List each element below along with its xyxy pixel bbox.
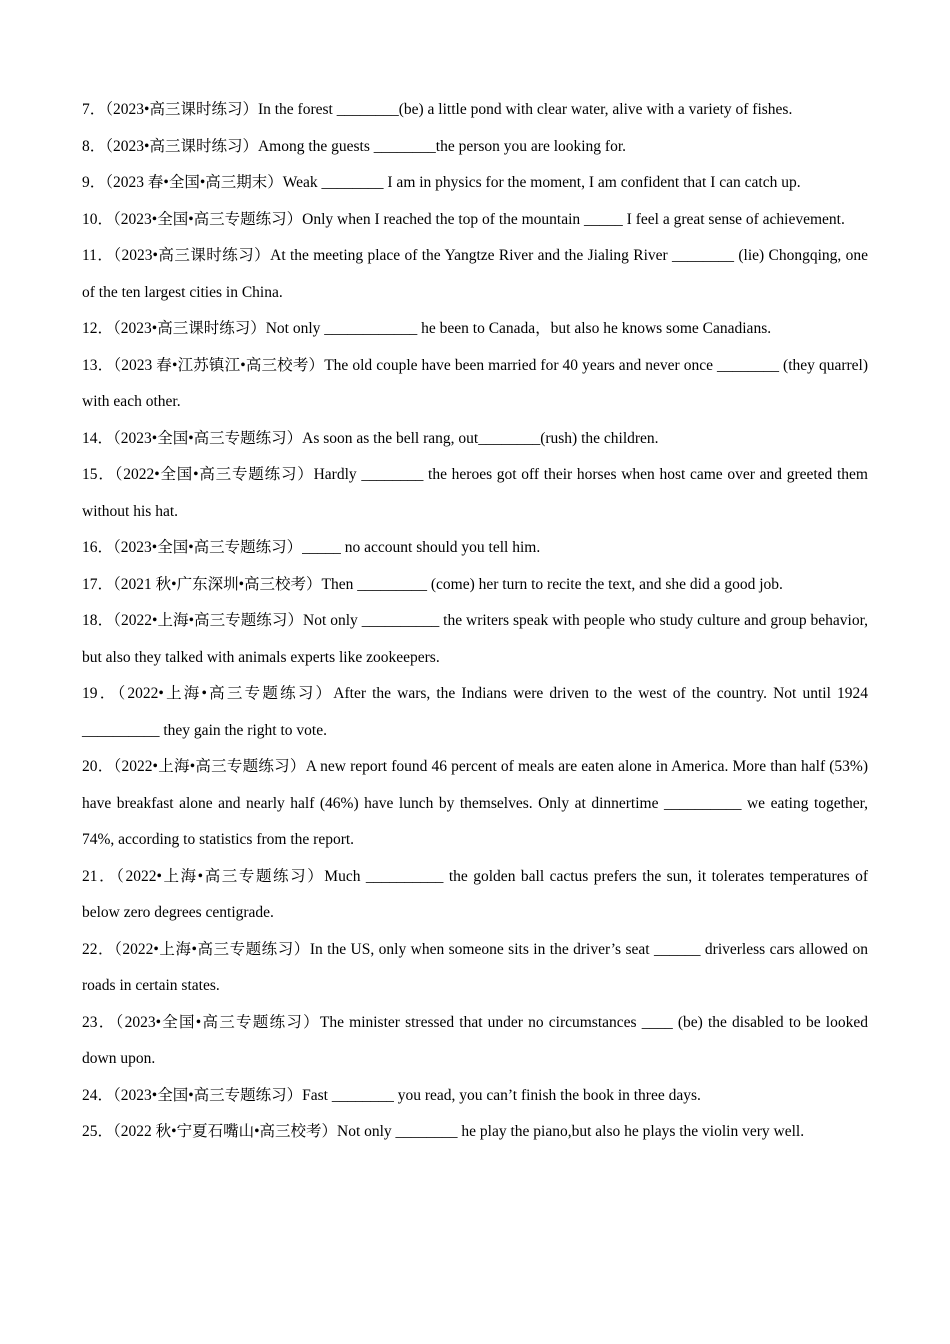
question-source: （2022•上海•高三专题练习）	[117, 685, 334, 702]
question-text: In the forest ________(be) a little pond with clear water, alive with a variety of fishes.	[257, 101, 793, 118]
question-text: Only when I reached the top of the mountain _____ I feel a great sense of achievement.	[302, 210, 845, 228]
question-source: （2023•全国•高三专题练习）	[113, 429, 303, 447]
question-source: （2022•上海•高三专题练习）	[113, 758, 306, 775]
question-number: 9．	[82, 174, 106, 191]
question-number: 24．	[82, 1086, 114, 1104]
question-22	[82, 932, 868, 1005]
question-number: 20．	[82, 758, 114, 775]
question-source: （2023•全国•高三专题练习）	[113, 1086, 303, 1104]
question-source: （2023•全国•高三专题练习）	[115, 1013, 320, 1031]
question-number: 8．	[82, 137, 106, 155]
question-source: （2023•高三课时练习）	[113, 320, 266, 337]
question-text: _____ no account should you tell him.	[302, 539, 541, 556]
question-16	[82, 530, 868, 567]
question-14	[82, 421, 868, 458]
question-18	[82, 603, 868, 676]
question-15	[82, 457, 868, 530]
question-number: 10．	[82, 210, 114, 228]
question-text: After the wars, the Indians were driven to the west of the country. Not until 1924 __________ they gain the right to vote.	[82, 685, 868, 739]
question-number: 18．	[82, 612, 114, 629]
question-number: 17．	[82, 575, 114, 593]
question-number: 15．	[82, 466, 115, 483]
question-19	[82, 676, 868, 749]
question-text: At the meeting place of the Yangtze River and the Jialing River ________ (lie) Chongqing, one of the ten largest cities in China.	[82, 247, 868, 301]
question-text: In the US, only when someone sits in the driver’s seat ______ driverless cars allowed on roads in certain states.	[82, 940, 868, 994]
question-11	[82, 238, 868, 311]
question-7	[82, 92, 868, 129]
question-10	[82, 202, 868, 239]
question-number: 16．	[82, 539, 114, 556]
question-20	[82, 749, 868, 859]
question-text: Not only ____________ he been to Canada，but also he knows some Canadians.	[265, 320, 772, 337]
question-text: Not only ________ he play the piano,but also he plays the violin very well.	[337, 1123, 805, 1140]
question-number: 13．	[82, 356, 114, 374]
question-text: Weak ________ I am in physics for the moment, I am confident that I can catch up.	[282, 174, 801, 191]
document-page	[82, 92, 868, 1151]
question-number: 11．	[82, 247, 114, 264]
question-8	[82, 129, 868, 166]
question-source: （2022•上海•高三专题练习）	[114, 940, 310, 958]
question-9	[82, 165, 868, 202]
question-text: Among the guests ________the person you are looking for.	[257, 137, 627, 155]
question-25	[82, 1114, 868, 1151]
question-source: （2022•全国•高三专题练习）	[114, 466, 314, 483]
question-number: 25．	[82, 1123, 114, 1140]
question-source: （2023•高三课时练习）	[105, 101, 258, 118]
question-text: Much __________ the golden ball cactus prefers the sun, it tolerates temperatures of below zero degrees centigrade.	[82, 867, 868, 921]
question-12	[82, 311, 868, 348]
question-number: 23．	[82, 1013, 116, 1031]
question-source: （2022•上海•高三专题练习）	[116, 867, 325, 885]
question-text: Hardly ________ the heroes got off their horses when host came over and greeted them without his hat.	[82, 466, 868, 520]
question-text: Fast ________ you read, you can’t finish the book in three days.	[302, 1086, 701, 1104]
question-17	[82, 567, 868, 604]
question-text: As soon as the bell rang, out________(rush) the children.	[302, 429, 659, 447]
question-source: （2023•高三课时练习）	[105, 137, 258, 155]
question-24	[82, 1078, 868, 1115]
question-text: The minister stressed that under no circumstances ____ (be) the disabled to be looked down upon.	[82, 1013, 868, 1067]
question-source: （2022 秋•宁夏石嘴山•高三校考）	[113, 1123, 337, 1140]
question-text: Not only __________ the writers speak with people who study culture and group behavior, but also they talked with animals experts like zookeepers.	[82, 612, 868, 666]
question-text: The old couple have been married for 40 years and never once ________ (they quarrel) with each other.	[82, 356, 868, 410]
question-23	[82, 1005, 868, 1078]
question-number: 21．	[82, 867, 117, 885]
question-number: 7．	[82, 101, 106, 118]
question-source: （2021 秋•广东深圳•高三校考）	[113, 575, 322, 593]
question-21	[82, 859, 868, 932]
question-source: （2023 春•全国•高三期末）	[105, 174, 283, 191]
question-number: 12．	[82, 320, 114, 337]
question-source: （2023•全国•高三专题练习）	[113, 539, 303, 556]
question-source: （2023 春•江苏镇江•高三校考）	[113, 356, 325, 374]
question-number: 19．	[82, 685, 118, 702]
question-text: Then _________ (come) her turn to recite the text, and she did a good job.	[321, 575, 783, 593]
question-source: （2022•上海•高三专题练习）	[113, 612, 304, 629]
question-number: 22．	[82, 940, 115, 958]
question-source: （2023•高三课时练习）	[113, 247, 271, 264]
question-text: A new report found 46 percent of meals are eaten alone in America. More than half (53%) have breakfast alone and nearly half (46%) have lunch by themselves. Only at dinnertime __________ we eating together, 74%, according to statistics from the report.	[82, 758, 868, 848]
question-source: （2023•全国•高三专题练习）	[113, 210, 303, 228]
question-13	[82, 348, 868, 421]
question-number: 14．	[82, 429, 114, 447]
